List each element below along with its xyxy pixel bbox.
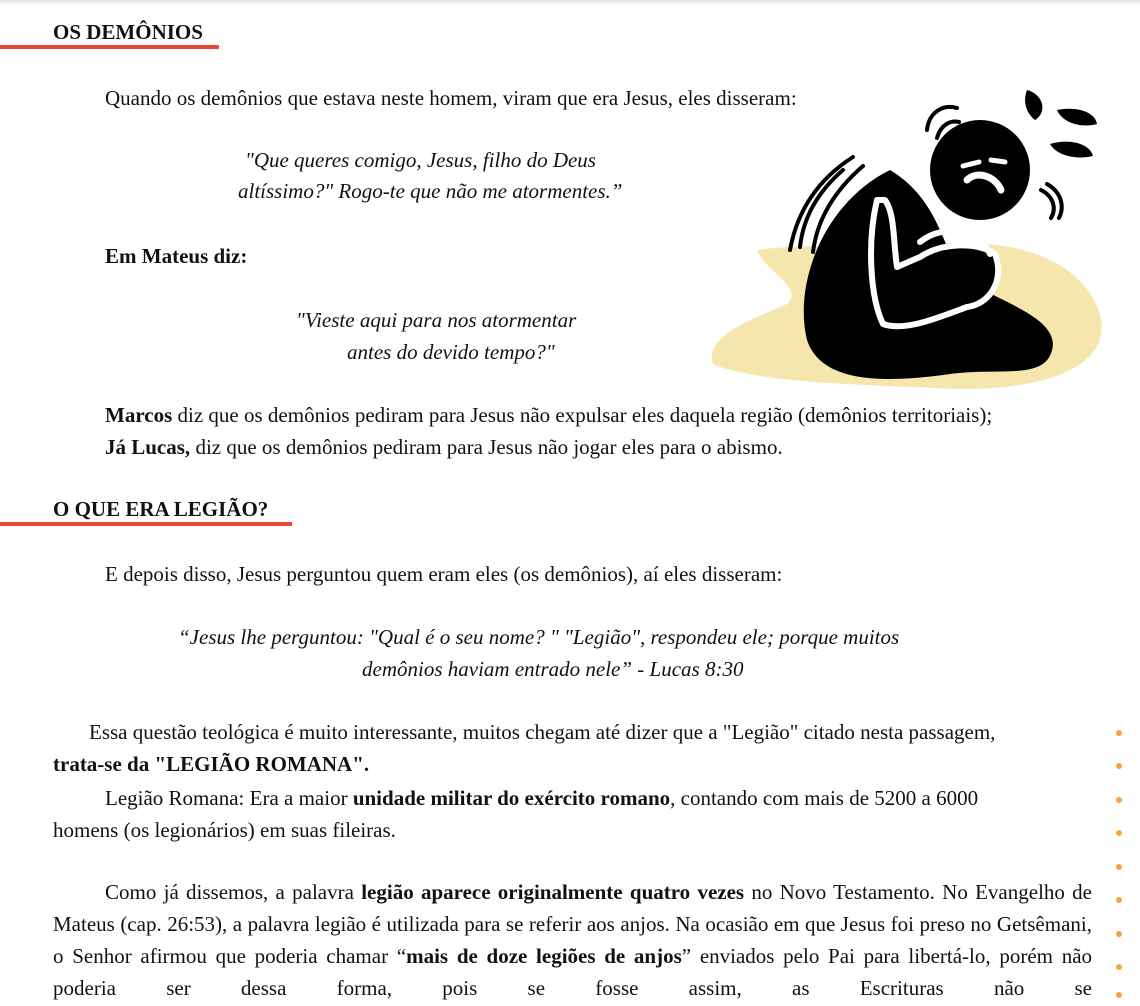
para3-text-b: no Novo Testamento. No Evangelho de Mateus (cap. 26:53), a palavra legião é utilizada para se referir aos anjos. Na ocasião em que Jesus foi preso no Getsêmani, o Senhor afirmou que poderia chamar “ [53, 880, 1092, 968]
para3-text-a: Como já dissemos, a palavra [105, 880, 362, 904]
marcos-text: diz que os demônios pediram para Jesus não expulsar eles daquela região (demônios territoriais); [172, 403, 993, 427]
para1-line1: Essa questão teológica é muito interessante, muitos chegam até dizer que a "Legião" citado nesta passagem, [89, 720, 996, 744]
intro-paragraph: Quando os demônios que estava neste homem, viram que era Jesus, eles disseram: [105, 86, 797, 110]
para2-bold: unidade militar do exército romano [352, 786, 671, 810]
para2-line1 [105, 782, 978, 814]
quote1-line1: "Que queres comigo, Jesus, filho do Deus [245, 148, 596, 172]
dot-icon [1116, 931, 1122, 937]
lucas-text: diz que os demônios pediram para Jesus não jogar eles para o abismo. [190, 435, 783, 459]
lucas-bold: Já Lucas, [105, 435, 191, 459]
dot-icon [1116, 864, 1122, 870]
para3-bold2: mais de doze legiões de anjos [406, 944, 682, 968]
dot-icon [1116, 992, 1122, 998]
para3-text-c: ” enviados pelo Pai para libertá-lo, porém não poderia ser dessa forma, pois se fosse assim, as Escrituras não se [53, 944, 1093, 1000]
dot-icon [1116, 730, 1122, 736]
heading-underline [0, 45, 219, 49]
dot-icon [1116, 763, 1122, 769]
para2-line2: homens (os legionários) em suas fileiras. [53, 818, 396, 842]
mateus-label: Em Mateus diz: [105, 244, 248, 268]
dot-icon [1116, 797, 1122, 803]
heading-underline [0, 522, 292, 526]
crouching-tormented-person-icon [705, 82, 1110, 397]
marcos-bold: Marcos [105, 403, 173, 427]
dot-icon [1116, 830, 1122, 836]
quote2-line1: "Vieste aqui para nos atormentar [296, 308, 577, 332]
para3-bold1: legião aparece originalmente quatro vezes [361, 880, 745, 904]
legiao-quote-line2: demônios haviam entrado nele” - Lucas 8:30 [362, 657, 744, 681]
para3-paragraph [53, 876, 1092, 1004]
lucas-paragraph [105, 431, 783, 463]
para2-text-b: , contando com mais de 5200 a 6000 [670, 786, 979, 810]
dot-icon [1116, 897, 1122, 903]
quote1-line2: altíssimo?" Rogo-te que não me atormentes.” [238, 179, 623, 203]
para1-bold: trata-se da "LEGIÃO ROMANA". [53, 752, 370, 776]
dot-icon [1116, 964, 1122, 970]
para2-text-a: Legião Romana: Era a maior [105, 786, 353, 810]
section-heading-demonios: OS DEMÔNIOS [53, 20, 203, 44]
quote2-line2: antes do devido tempo?" [347, 340, 555, 364]
marcos-paragraph [105, 399, 992, 431]
page-top-shadow [0, 0, 1140, 6]
section-heading-legiao: O QUE ERA LEGIÃO? [53, 497, 269, 521]
legiao-intro: E depois disso, Jesus perguntou quem eram eles (os demônios), aí eles disseram: [105, 562, 783, 586]
legiao-quote-line1: “Jesus lhe perguntou: "Qual é o seu nome? " "Legião", respondeu ele; porque muitos [178, 625, 900, 649]
